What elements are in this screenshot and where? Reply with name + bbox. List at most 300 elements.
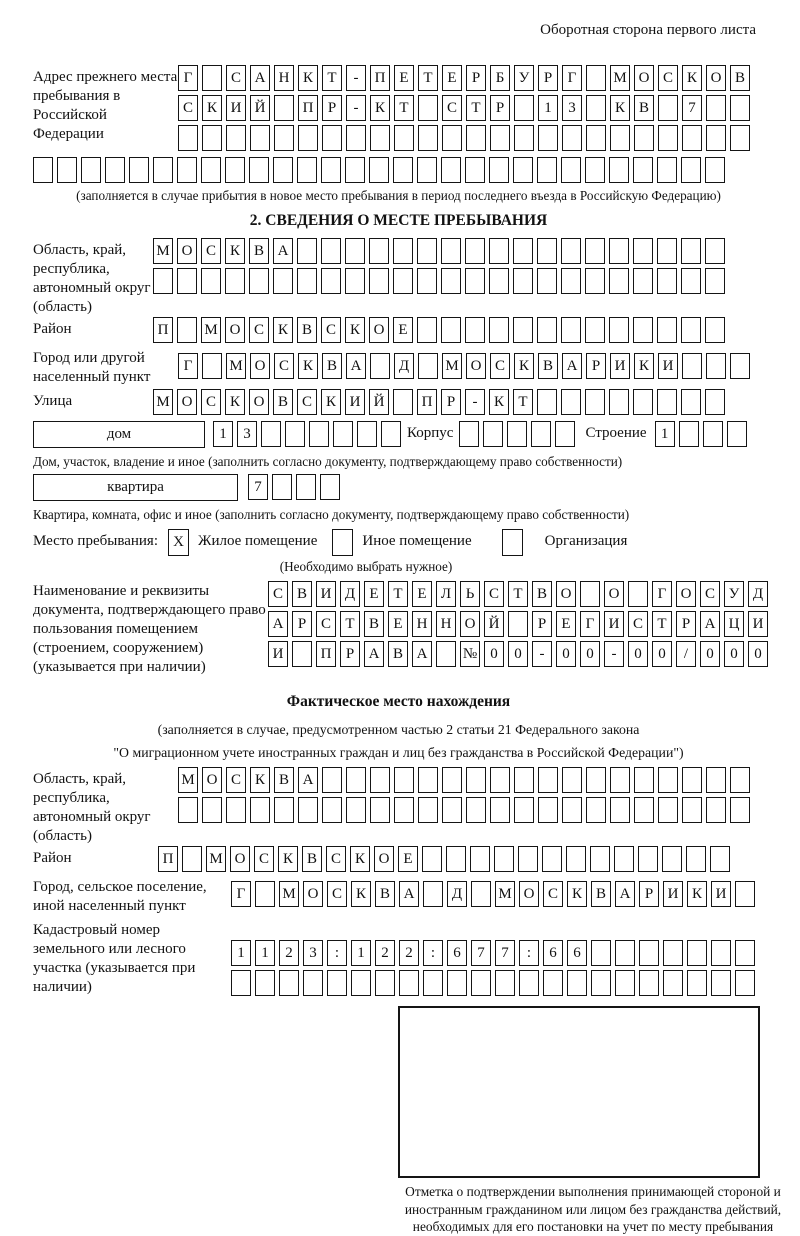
char-box[interactable]: И xyxy=(610,353,630,379)
char-box[interactable]: 0 xyxy=(652,641,672,667)
char-box[interactable]: Е xyxy=(364,581,384,607)
char-box[interactable] xyxy=(566,846,586,872)
char-box[interactable] xyxy=(261,421,281,447)
char-box[interactable]: 0 xyxy=(724,641,744,667)
char-box[interactable]: С xyxy=(700,581,720,607)
char-box[interactable]: М xyxy=(610,65,630,91)
char-box[interactable]: К xyxy=(370,95,390,121)
char-box[interactable]: С xyxy=(201,238,221,264)
char-box[interactable]: Е xyxy=(412,581,432,607)
char-box[interactable] xyxy=(370,125,390,151)
char-box[interactable] xyxy=(370,767,390,793)
char-box[interactable]: А xyxy=(268,611,288,637)
char-box[interactable]: К xyxy=(298,65,318,91)
char-box[interactable] xyxy=(202,353,222,379)
char-box[interactable] xyxy=(706,125,726,151)
char-box[interactable] xyxy=(706,353,726,379)
char-box[interactable] xyxy=(561,157,581,183)
char-box[interactable] xyxy=(418,125,438,151)
char-box[interactable] xyxy=(327,970,347,996)
char-box[interactable]: К xyxy=(682,65,702,91)
char-box[interactable]: К xyxy=(273,317,293,343)
char-box[interactable]: С xyxy=(658,65,678,91)
char-box[interactable] xyxy=(531,421,551,447)
char-box[interactable]: Т xyxy=(322,65,342,91)
char-box[interactable] xyxy=(633,268,653,294)
char-box[interactable]: И xyxy=(345,389,365,415)
char-box[interactable] xyxy=(703,421,723,447)
char-box[interactable] xyxy=(513,268,533,294)
char-box[interactable] xyxy=(81,157,101,183)
char-box[interactable] xyxy=(274,797,294,823)
char-box[interactable]: Р xyxy=(639,881,659,907)
char-box[interactable]: С xyxy=(484,581,504,607)
char-box[interactable]: Б xyxy=(490,65,510,91)
char-box[interactable] xyxy=(369,238,389,264)
char-box[interactable]: С xyxy=(178,95,198,121)
char-box[interactable] xyxy=(322,797,342,823)
char-box[interactable] xyxy=(321,268,341,294)
char-box[interactable] xyxy=(351,970,371,996)
char-box[interactable]: 0 xyxy=(628,641,648,667)
char-box[interactable] xyxy=(658,125,678,151)
char-box[interactable]: С xyxy=(274,353,294,379)
char-box[interactable] xyxy=(370,353,390,379)
char-box[interactable]: С xyxy=(321,317,341,343)
char-box[interactable]: О xyxy=(225,317,245,343)
char-box[interactable] xyxy=(681,389,701,415)
char-box[interactable] xyxy=(418,353,438,379)
char-box[interactable] xyxy=(658,767,678,793)
char-box[interactable] xyxy=(322,767,342,793)
char-box[interactable]: О xyxy=(676,581,696,607)
char-box[interactable] xyxy=(537,317,557,343)
char-box[interactable] xyxy=(585,238,605,264)
char-box[interactable] xyxy=(735,940,755,966)
char-box[interactable]: К xyxy=(489,389,509,415)
char-box[interactable] xyxy=(730,353,750,379)
char-box[interactable]: С xyxy=(201,389,221,415)
char-box[interactable]: Л xyxy=(436,581,456,607)
char-box[interactable]: В xyxy=(274,767,294,793)
char-box[interactable] xyxy=(226,797,246,823)
char-box[interactable]: 2 xyxy=(375,940,395,966)
char-box[interactable] xyxy=(345,157,365,183)
char-box[interactable] xyxy=(561,389,581,415)
char-box[interactable] xyxy=(681,238,701,264)
kvartira-field[interactable]: квартира xyxy=(33,474,238,501)
char-box[interactable]: Р xyxy=(538,65,558,91)
char-box[interactable]: К xyxy=(250,767,270,793)
char-box[interactable] xyxy=(489,238,509,264)
char-box[interactable] xyxy=(466,797,486,823)
char-box[interactable] xyxy=(615,940,635,966)
char-box[interactable] xyxy=(417,317,437,343)
char-box[interactable] xyxy=(591,970,611,996)
char-box[interactable] xyxy=(417,238,437,264)
char-box[interactable]: 3 xyxy=(562,95,582,121)
char-box[interactable]: 1 xyxy=(213,421,233,447)
char-box[interactable]: : xyxy=(519,940,539,966)
char-box[interactable]: М xyxy=(442,353,462,379)
char-box[interactable]: - xyxy=(604,641,624,667)
char-box[interactable] xyxy=(514,767,534,793)
char-box[interactable] xyxy=(567,970,587,996)
char-box[interactable]: А xyxy=(273,238,293,264)
char-box[interactable]: Г xyxy=(231,881,251,907)
char-box[interactable]: 1 xyxy=(255,940,275,966)
char-box[interactable] xyxy=(202,125,222,151)
char-box[interactable] xyxy=(459,421,479,447)
char-box[interactable] xyxy=(369,157,389,183)
char-box[interactable] xyxy=(513,238,533,264)
char-box[interactable] xyxy=(399,970,419,996)
char-box[interactable]: К xyxy=(567,881,587,907)
char-box[interactable] xyxy=(590,846,610,872)
char-box[interactable] xyxy=(657,238,677,264)
char-box[interactable]: О xyxy=(177,389,197,415)
char-box[interactable] xyxy=(562,767,582,793)
char-box[interactable]: Т xyxy=(652,611,672,637)
char-box[interactable]: К xyxy=(345,317,365,343)
char-box[interactable] xyxy=(298,125,318,151)
char-box[interactable] xyxy=(730,125,750,151)
char-box[interactable]: Н xyxy=(412,611,432,637)
char-box[interactable] xyxy=(586,65,606,91)
char-box[interactable]: Г xyxy=(652,581,672,607)
char-box[interactable] xyxy=(513,157,533,183)
char-box[interactable] xyxy=(507,421,527,447)
char-box[interactable] xyxy=(249,268,269,294)
char-box[interactable] xyxy=(682,353,702,379)
char-box[interactable] xyxy=(417,268,437,294)
char-box[interactable] xyxy=(255,970,275,996)
char-box[interactable]: И xyxy=(658,353,678,379)
char-box[interactable]: Т xyxy=(508,581,528,607)
char-box[interactable]: А xyxy=(298,767,318,793)
char-box[interactable]: К xyxy=(514,353,534,379)
char-box[interactable]: - xyxy=(532,641,552,667)
char-box[interactable] xyxy=(657,268,677,294)
char-box[interactable] xyxy=(446,846,466,872)
char-box[interactable] xyxy=(231,970,251,996)
char-box[interactable] xyxy=(369,268,389,294)
char-box[interactable] xyxy=(321,238,341,264)
char-box[interactable]: Д xyxy=(340,581,360,607)
char-box[interactable]: О xyxy=(202,767,222,793)
char-box[interactable]: 1 xyxy=(655,421,675,447)
char-box[interactable]: Ц xyxy=(724,611,744,637)
char-box[interactable] xyxy=(537,268,557,294)
char-box[interactable]: 0 xyxy=(748,641,768,667)
char-box[interactable]: 1 xyxy=(538,95,558,121)
char-box[interactable]: Т xyxy=(340,611,360,637)
char-box[interactable]: 7 xyxy=(471,940,491,966)
char-box[interactable] xyxy=(273,268,293,294)
char-box[interactable]: И xyxy=(226,95,246,121)
char-box[interactable]: И xyxy=(711,881,731,907)
char-box[interactable] xyxy=(537,389,557,415)
char-box[interactable] xyxy=(710,846,730,872)
char-box[interactable] xyxy=(658,95,678,121)
char-box[interactable]: 2 xyxy=(399,940,419,966)
char-box[interactable]: О xyxy=(374,846,394,872)
char-box[interactable]: И xyxy=(748,611,768,637)
char-box[interactable]: С xyxy=(543,881,563,907)
char-box[interactable]: П xyxy=(370,65,390,91)
char-box[interactable] xyxy=(345,268,365,294)
char-box[interactable] xyxy=(634,125,654,151)
char-box[interactable]: Т xyxy=(388,581,408,607)
char-box[interactable] xyxy=(129,157,149,183)
char-box[interactable] xyxy=(201,157,221,183)
char-box[interactable]: М xyxy=(495,881,515,907)
char-box[interactable]: Р xyxy=(340,641,360,667)
char-box[interactable] xyxy=(657,389,677,415)
char-box[interactable]: Р xyxy=(466,65,486,91)
char-box[interactable] xyxy=(681,317,701,343)
char-box[interactable]: М xyxy=(279,881,299,907)
char-box[interactable] xyxy=(182,846,202,872)
char-box[interactable]: М xyxy=(153,389,173,415)
char-box[interactable] xyxy=(250,125,270,151)
char-box[interactable] xyxy=(418,95,438,121)
char-box[interactable]: 2 xyxy=(279,940,299,966)
char-box[interactable] xyxy=(633,238,653,264)
char-box[interactable]: В xyxy=(538,353,558,379)
char-box[interactable] xyxy=(705,268,725,294)
char-box[interactable] xyxy=(508,611,528,637)
char-box[interactable] xyxy=(682,125,702,151)
char-box[interactable]: М xyxy=(201,317,221,343)
char-box[interactable] xyxy=(633,389,653,415)
char-box[interactable]: А xyxy=(346,353,366,379)
char-box[interactable]: Д xyxy=(394,353,414,379)
checkbox-organizaciya[interactable] xyxy=(502,529,523,556)
char-box[interactable] xyxy=(178,797,198,823)
char-box[interactable] xyxy=(153,268,173,294)
char-box[interactable]: А xyxy=(399,881,419,907)
char-box[interactable] xyxy=(663,970,683,996)
char-box[interactable] xyxy=(225,157,245,183)
char-box[interactable]: А xyxy=(412,641,432,667)
char-box[interactable] xyxy=(346,767,366,793)
char-box[interactable] xyxy=(585,268,605,294)
char-box[interactable] xyxy=(250,797,270,823)
char-box[interactable] xyxy=(279,970,299,996)
char-box[interactable]: К xyxy=(202,95,222,121)
char-box[interactable]: А xyxy=(250,65,270,91)
char-box[interactable] xyxy=(436,641,456,667)
char-box[interactable] xyxy=(542,846,562,872)
char-box[interactable] xyxy=(494,846,514,872)
char-box[interactable] xyxy=(657,317,677,343)
char-box[interactable] xyxy=(591,940,611,966)
char-box[interactable] xyxy=(320,474,340,500)
char-box[interactable] xyxy=(537,157,557,183)
char-box[interactable]: В xyxy=(532,581,552,607)
char-box[interactable] xyxy=(610,125,630,151)
char-box[interactable]: К xyxy=(298,353,318,379)
char-box[interactable] xyxy=(711,940,731,966)
char-box[interactable] xyxy=(538,125,558,151)
char-box[interactable] xyxy=(585,317,605,343)
char-box[interactable]: К xyxy=(278,846,298,872)
char-box[interactable] xyxy=(225,268,245,294)
char-box[interactable] xyxy=(514,95,534,121)
char-box[interactable] xyxy=(345,238,365,264)
char-box[interactable] xyxy=(561,238,581,264)
char-box[interactable] xyxy=(538,767,558,793)
char-box[interactable]: В xyxy=(388,641,408,667)
char-box[interactable] xyxy=(609,157,629,183)
char-box[interactable]: 0 xyxy=(508,641,528,667)
char-box[interactable] xyxy=(471,881,491,907)
char-box[interactable]: С xyxy=(268,581,288,607)
char-box[interactable] xyxy=(303,970,323,996)
char-box[interactable]: К xyxy=(225,389,245,415)
char-box[interactable]: Т xyxy=(466,95,486,121)
char-box[interactable] xyxy=(321,157,341,183)
char-box[interactable] xyxy=(657,157,677,183)
char-box[interactable]: В xyxy=(273,389,293,415)
char-box[interactable]: С xyxy=(254,846,274,872)
char-box[interactable]: О xyxy=(249,389,269,415)
char-box[interactable] xyxy=(297,238,317,264)
char-box[interactable]: К xyxy=(687,881,707,907)
char-box[interactable] xyxy=(272,474,292,500)
char-box[interactable] xyxy=(441,238,461,264)
char-box[interactable] xyxy=(639,970,659,996)
char-box[interactable] xyxy=(727,421,747,447)
char-box[interactable] xyxy=(418,797,438,823)
char-box[interactable]: В xyxy=(297,317,317,343)
char-box[interactable] xyxy=(489,157,509,183)
char-box[interactable] xyxy=(490,797,510,823)
char-box[interactable]: И xyxy=(316,581,336,607)
char-box[interactable] xyxy=(322,125,342,151)
char-box[interactable]: 3 xyxy=(303,940,323,966)
char-box[interactable]: О xyxy=(634,65,654,91)
char-box[interactable] xyxy=(393,268,413,294)
char-box[interactable]: Ь xyxy=(460,581,480,607)
char-box[interactable] xyxy=(285,421,305,447)
char-box[interactable] xyxy=(633,157,653,183)
char-box[interactable] xyxy=(423,970,443,996)
char-box[interactable] xyxy=(682,797,702,823)
char-box[interactable] xyxy=(682,767,702,793)
char-box[interactable]: О xyxy=(604,581,624,607)
char-box[interactable] xyxy=(562,797,582,823)
char-box[interactable]: Г xyxy=(178,353,198,379)
char-box[interactable]: К xyxy=(350,846,370,872)
char-box[interactable]: А xyxy=(615,881,635,907)
char-box[interactable] xyxy=(586,767,606,793)
char-box[interactable] xyxy=(273,157,293,183)
char-box[interactable]: И xyxy=(604,611,624,637)
char-box[interactable]: С xyxy=(226,767,246,793)
char-box[interactable] xyxy=(662,846,682,872)
char-box[interactable]: О xyxy=(250,353,270,379)
char-box[interactable]: С xyxy=(226,65,246,91)
char-box[interactable]: Р xyxy=(586,353,606,379)
char-box[interactable] xyxy=(586,797,606,823)
char-box[interactable] xyxy=(375,970,395,996)
dom-field[interactable]: дом xyxy=(33,421,205,448)
char-box[interactable]: : xyxy=(327,940,347,966)
char-box[interactable] xyxy=(705,317,725,343)
char-box[interactable] xyxy=(274,95,294,121)
char-box[interactable]: О xyxy=(460,611,480,637)
char-box[interactable] xyxy=(465,157,485,183)
char-box[interactable]: Н xyxy=(436,611,456,637)
char-box[interactable] xyxy=(297,268,317,294)
char-box[interactable] xyxy=(735,881,755,907)
char-box[interactable]: О xyxy=(177,238,197,264)
char-box[interactable] xyxy=(423,881,443,907)
char-box[interactable] xyxy=(296,474,316,500)
char-box[interactable] xyxy=(441,157,461,183)
char-box[interactable] xyxy=(706,767,726,793)
char-box[interactable] xyxy=(614,846,634,872)
char-box[interactable]: Н xyxy=(274,65,294,91)
char-box[interactable] xyxy=(610,767,630,793)
char-box[interactable] xyxy=(538,797,558,823)
char-box[interactable]: 7 xyxy=(248,474,268,500)
char-box[interactable]: Г xyxy=(562,65,582,91)
char-box[interactable] xyxy=(513,317,533,343)
char-box[interactable] xyxy=(586,125,606,151)
char-box[interactable]: О xyxy=(230,846,250,872)
char-box[interactable] xyxy=(609,238,629,264)
char-box[interactable]: В xyxy=(375,881,395,907)
char-box[interactable]: С xyxy=(326,846,346,872)
char-box[interactable]: В xyxy=(322,353,342,379)
char-box[interactable] xyxy=(585,389,605,415)
char-box[interactable]: П xyxy=(153,317,173,343)
char-box[interactable]: 0 xyxy=(484,641,504,667)
char-box[interactable]: 1 xyxy=(351,940,371,966)
char-box[interactable] xyxy=(442,797,462,823)
char-box[interactable] xyxy=(465,268,485,294)
char-box[interactable] xyxy=(628,581,648,607)
char-box[interactable] xyxy=(514,125,534,151)
char-box[interactable]: Г xyxy=(178,65,198,91)
char-box[interactable]: П xyxy=(158,846,178,872)
char-box[interactable]: И xyxy=(663,881,683,907)
char-box[interactable] xyxy=(466,125,486,151)
char-box[interactable]: Й xyxy=(369,389,389,415)
char-box[interactable] xyxy=(292,641,312,667)
char-box[interactable] xyxy=(274,125,294,151)
char-box[interactable] xyxy=(393,238,413,264)
char-box[interactable] xyxy=(537,238,557,264)
char-box[interactable] xyxy=(681,268,701,294)
char-box[interactable] xyxy=(730,767,750,793)
char-box[interactable]: Е xyxy=(388,611,408,637)
char-box[interactable]: Е xyxy=(393,317,413,343)
char-box[interactable] xyxy=(561,317,581,343)
char-box[interactable]: В xyxy=(730,65,750,91)
char-box[interactable] xyxy=(249,157,269,183)
char-box[interactable] xyxy=(465,238,485,264)
char-box[interactable] xyxy=(202,797,222,823)
char-box[interactable]: 6 xyxy=(447,940,467,966)
char-box[interactable] xyxy=(418,767,438,793)
char-box[interactable]: К xyxy=(634,353,654,379)
char-box[interactable] xyxy=(422,846,442,872)
char-box[interactable] xyxy=(465,317,485,343)
